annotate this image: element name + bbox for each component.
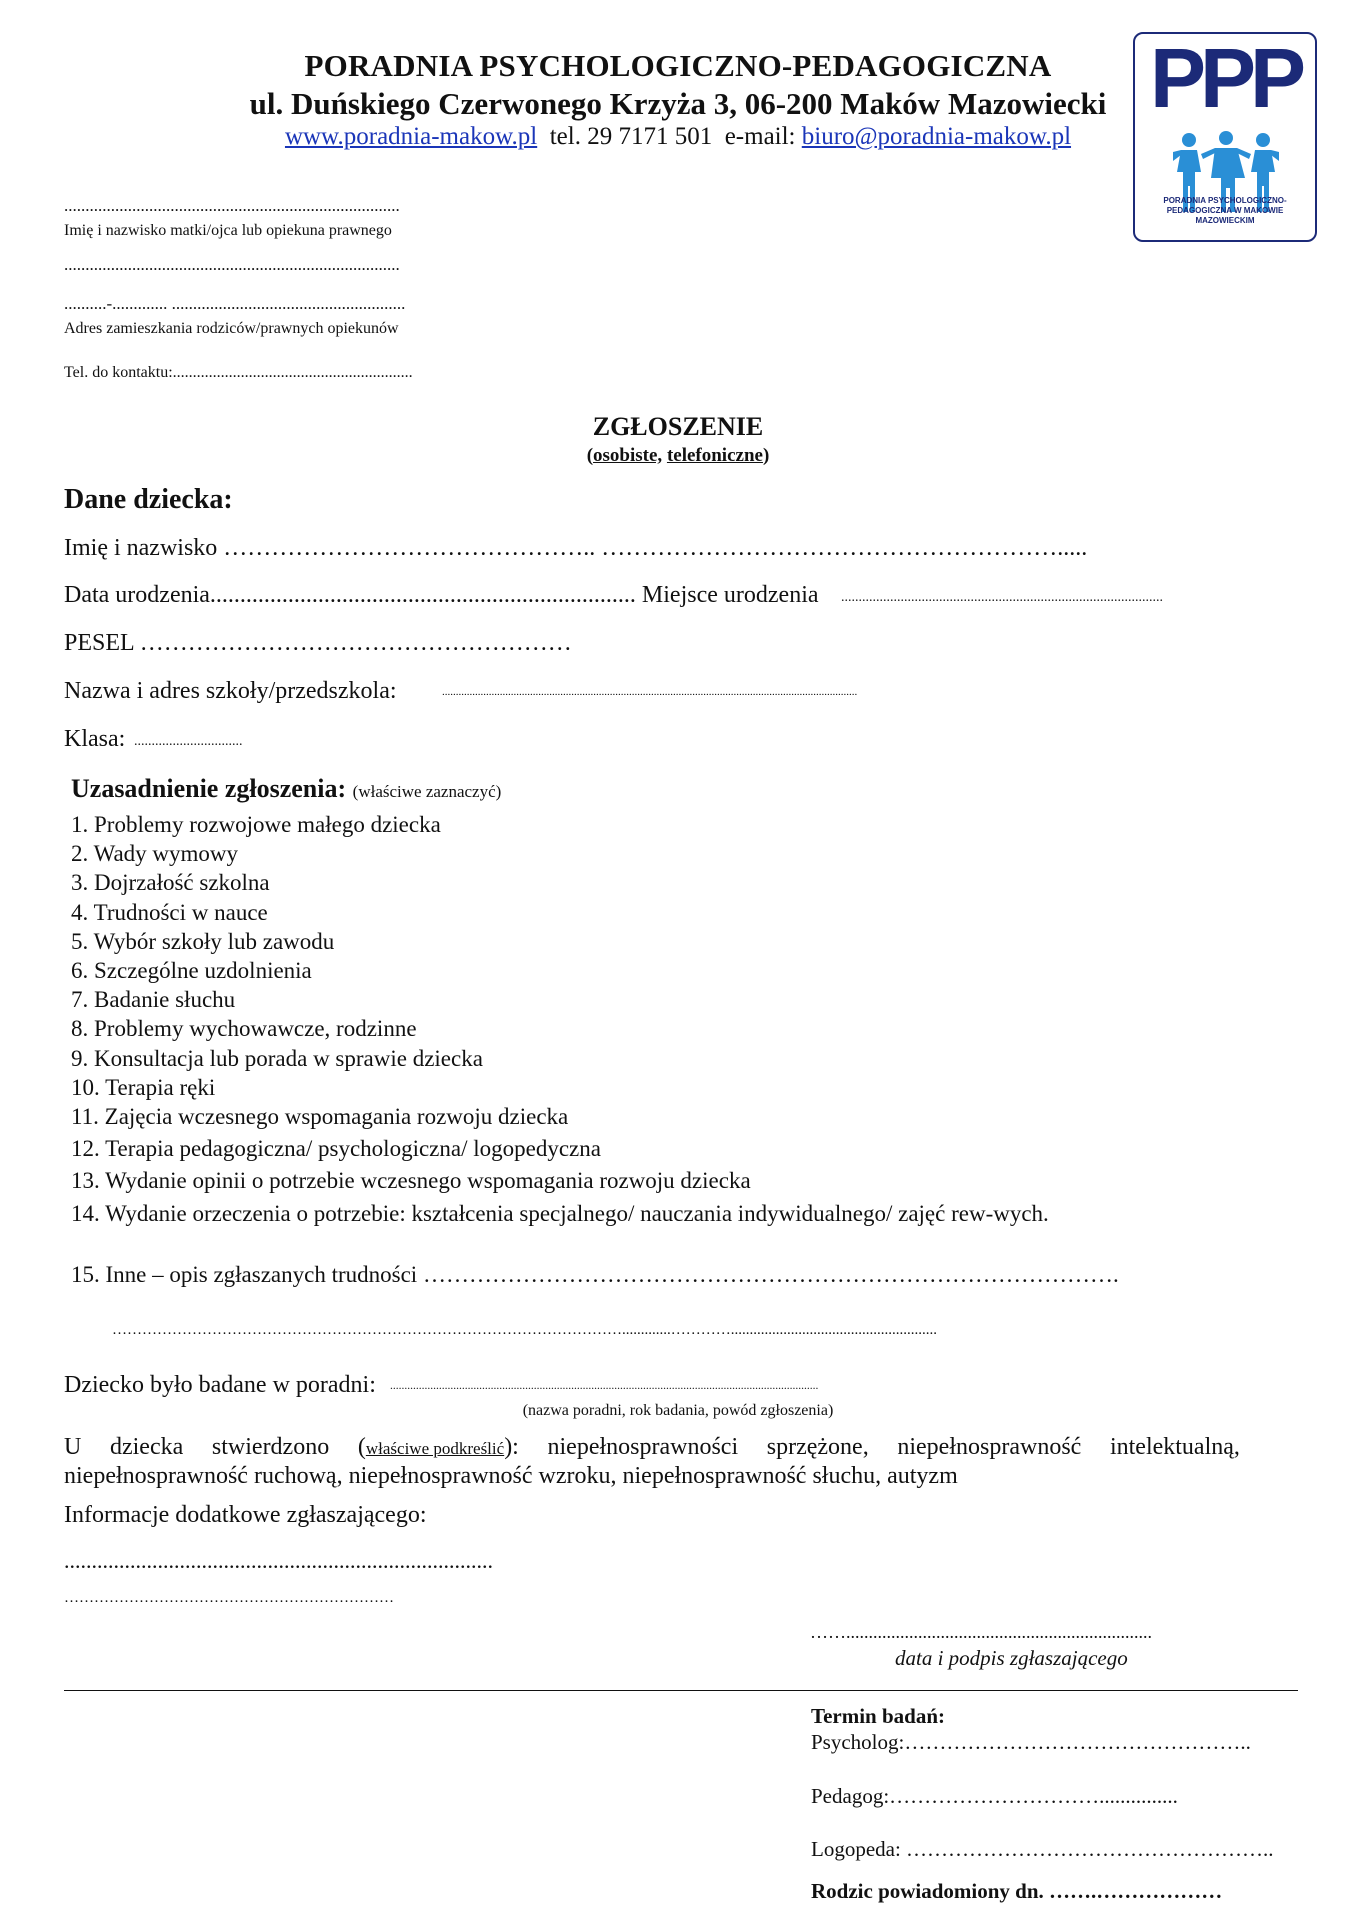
reason-item[interactable]: 10. Terapia ręki: [71, 1074, 216, 1100]
form-subtitle: (osobiste, telefoniczne): [586, 445, 770, 466]
speech-therapist-date-field[interactable]: Logopeda: ……………………………………………..: [811, 1837, 1274, 1861]
reason-item[interactable]: 2. Wady wymowy: [71, 841, 239, 867]
section-divider: [64, 1690, 1298, 1691]
signature-field[interactable]: ……....................................................................: [810, 1622, 1152, 1642]
diagnosis-options-line-2[interactable]: niepełnosprawność ruchową, niepełnosprawność wzroku, niepełnosprawność słuchu, autyzm: [64, 1463, 958, 1489]
school-field[interactable]: .......................................................................................................................................................: [442, 686, 858, 698]
psychologist-date-field[interactable]: Psycholog:…………………………………………..: [811, 1730, 1251, 1754]
reasons-list: [71, 810, 1049, 1228]
diagnosis-line-1: U dziecka stwierdzono (właściwe podkreślić): niepełnosprawności sprzężone, niepełnosprawność intelektualną,: [64, 1434, 1240, 1460]
pedagogue-date-field[interactable]: Pedagog:…………………………...............: [811, 1784, 1178, 1808]
child-name-field[interactable]: Imię i nazwisko ……………………………………….. ………………………………………………….....: [64, 535, 1088, 561]
institution-address: ul. Duńskiego Czerwonego Krzyża 3, 06-200 Maków Mazowiecki: [249, 86, 1107, 121]
class-field[interactable]: ...............................: [134, 734, 243, 749]
phone-number: tel. 29 7171 501: [549, 123, 713, 150]
parent-address-field-1[interactable]: ...............................................................................: [64, 255, 400, 274]
reason-item[interactable]: 3. Dojrzałość szkolna: [71, 870, 270, 896]
child-birth-place-field[interactable]: ............................................................................................: [841, 590, 1163, 605]
reason-item-other[interactable]: 15. Inne – opis zgłaszanych trudności ……………………………………………………………………………….: [71, 1262, 1119, 1287]
reason-other-description-field[interactable]: ………………………………………………………………………………………….............………….......................................................: [112, 1322, 937, 1338]
class-label: Klasa:: [64, 726, 126, 752]
reason-item[interactable]: 6. Szczególne uzdolnienia: [71, 958, 312, 984]
reason-item[interactable]: 14. Wydanie orzeczenia o potrzebie: kształcenia specjalnego/ nauczania indywidualnego/ zajęć rew-wych.: [71, 1200, 1049, 1226]
school-label: Nazwa i adres szkoły/przedszkola:: [64, 678, 397, 704]
parent-address-field-2[interactable]: ..........-............. .......................................................: [64, 294, 406, 313]
email-label: e-mail:: [724, 123, 796, 150]
option-in-person[interactable]: osobiste,: [593, 445, 663, 466]
reason-item[interactable]: 4. Trudności w nauce: [71, 899, 268, 925]
reason-item[interactable]: 7. Badanie słuchu: [71, 987, 236, 1013]
reason-item[interactable]: 11. Zajęcia wczesnego wspomagania rozwoju dziecka: [71, 1104, 569, 1130]
previous-exam-field[interactable]: .....................................................................................................................................................: [390, 1380, 819, 1392]
additional-info-field-1[interactable]: ..............................................................................: [64, 1548, 493, 1573]
reason-item[interactable]: 8. Problemy wychowawcze, rodzinne: [71, 1016, 417, 1042]
reasons-heading: Uzasadnienie zgłoszenia: (właściwe zaznaczyć): [71, 774, 502, 803]
additional-info-label: Informacje dodatkowe zgłaszającego:: [64, 1502, 427, 1528]
website-link[interactable]: www.poradnia-makow.pl: [284, 123, 538, 150]
reason-item[interactable]: 1. Problemy rozwojowe małego dziecka: [71, 812, 441, 837]
reason-item[interactable]: 5. Wybór szkoły lub zawodu: [71, 928, 335, 954]
option-phone[interactable]: telefoniczne: [666, 445, 763, 466]
reason-item[interactable]: 12. Terapia pedagogiczna/ psychologiczna/ logopedyczna: [71, 1136, 601, 1162]
schedule-title: Termin badań:: [811, 1704, 946, 1728]
previous-exam-label: Dziecko było badane w poradni:: [64, 1372, 376, 1398]
signature-label: data i podpis zgłaszającego: [895, 1646, 1128, 1670]
parent-notified-field[interactable]: Rodzic powiadomiony dn. …….………………: [811, 1879, 1223, 1903]
institution-name: PORADNIA PSYCHOLOGICZNO-PEDAGOGICZNA: [304, 48, 1052, 83]
logo-text: PPP: [1149, 31, 1301, 125]
child-birth-date-field[interactable]: Data urodzenia....................................................................... Miejsce urodzenia: [64, 582, 819, 608]
reason-item[interactable]: 9. Konsultacja lub porada w sprawie dziecka: [71, 1045, 483, 1071]
reason-item[interactable]: 13. Wydanie opinii o potrzebie wczesnego wspomagania rozwoju dziecka: [71, 1168, 751, 1194]
parent-name-field[interactable]: ...............................................................................: [64, 196, 400, 215]
previous-exam-hint: (nazwa poradni, rok badania, powód zgłoszenia): [522, 1402, 834, 1419]
email-link[interactable]: biuro@poradnia-makow.pl: [801, 123, 1072, 150]
child-pesel-field[interactable]: PESEL ………………………………………………: [64, 630, 572, 656]
diagnosis-hint: właściwe podkreślić: [365, 1439, 505, 1458]
additional-info-field-2[interactable]: …………………………………………………………: [64, 1590, 394, 1606]
parent-name-label: Imię i nazwisko matki/ojca lub opiekuna prawnego: [64, 222, 392, 239]
parent-phone-field[interactable]: Tel. do kontaktu:............................................................: [64, 364, 413, 381]
ppp-logo: [1133, 32, 1317, 242]
child-section-heading: Dane dziecka:: [64, 484, 233, 515]
reasons-hint: (właściwe zaznaczyć): [352, 782, 502, 801]
parent-address-label: Adres zamieszkania rodziców/prawnych opiekunów: [64, 320, 399, 337]
logo-caption: PORADNIA PSYCHOLOGICZNO-PEDAGOGICZNA W MAKOWIE MAZOWIECKIM: [1163, 196, 1287, 225]
form-title: ZGŁOSZENIE: [592, 412, 764, 441]
